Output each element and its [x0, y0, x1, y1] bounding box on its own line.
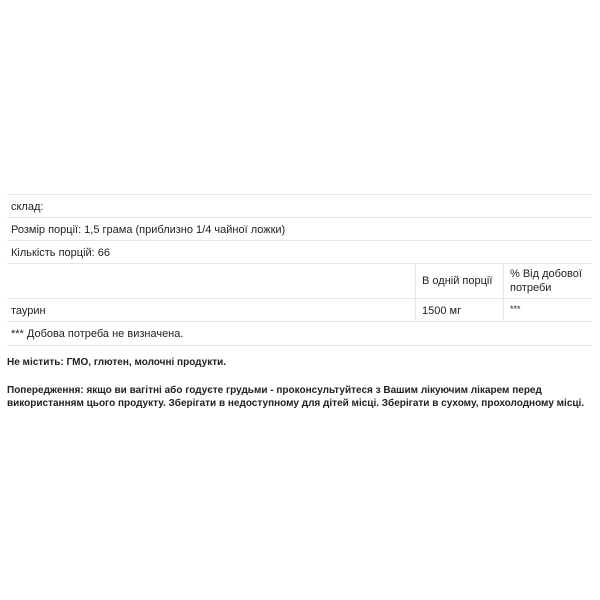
serving-size: Розмір порції: 1,5 грама (приблизно 1/4 чайної ложки)	[11, 224, 286, 236]
column-divider	[503, 264, 504, 298]
column-header-row	[7, 263, 591, 298]
daily-value-footnote: *** Добова потреба не визначена.	[11, 328, 184, 340]
table-row	[7, 298, 591, 321]
footnote-row	[7, 321, 591, 346]
ingredient-daily-value: ***	[510, 304, 521, 314]
facts-heading-row	[7, 194, 591, 217]
servings-per-container-row	[7, 240, 591, 263]
facts-heading: склад:	[11, 201, 44, 213]
ingredient-amount: 1500 мг	[422, 305, 462, 317]
supplement-facts-table	[7, 194, 591, 346]
column-divider	[415, 299, 416, 321]
product-notes	[7, 356, 593, 410]
serving-size-row	[7, 217, 591, 240]
daily-value-header: % Від добової потреби	[510, 268, 582, 294]
column-divider	[503, 299, 504, 321]
ingredient-name: таурин	[11, 305, 46, 317]
column-divider	[415, 264, 416, 298]
warning-statement: Попередження: якщо ви вагітні або годуєте грудьми - проконсультуйтеся з Вашим лікуючим лікарем перед використанням цього продукту. Зберігати в недоступному для дітей місці. Зберігати в сухому, прохолодному місці.	[7, 385, 585, 409]
amount-per-serving-header: В одній порції	[422, 275, 493, 287]
free-from-statement: Не містить: ГМО, глютен, молочні продукти.	[7, 357, 227, 368]
servings-per-container: Кількість порцій: 66	[11, 247, 111, 259]
